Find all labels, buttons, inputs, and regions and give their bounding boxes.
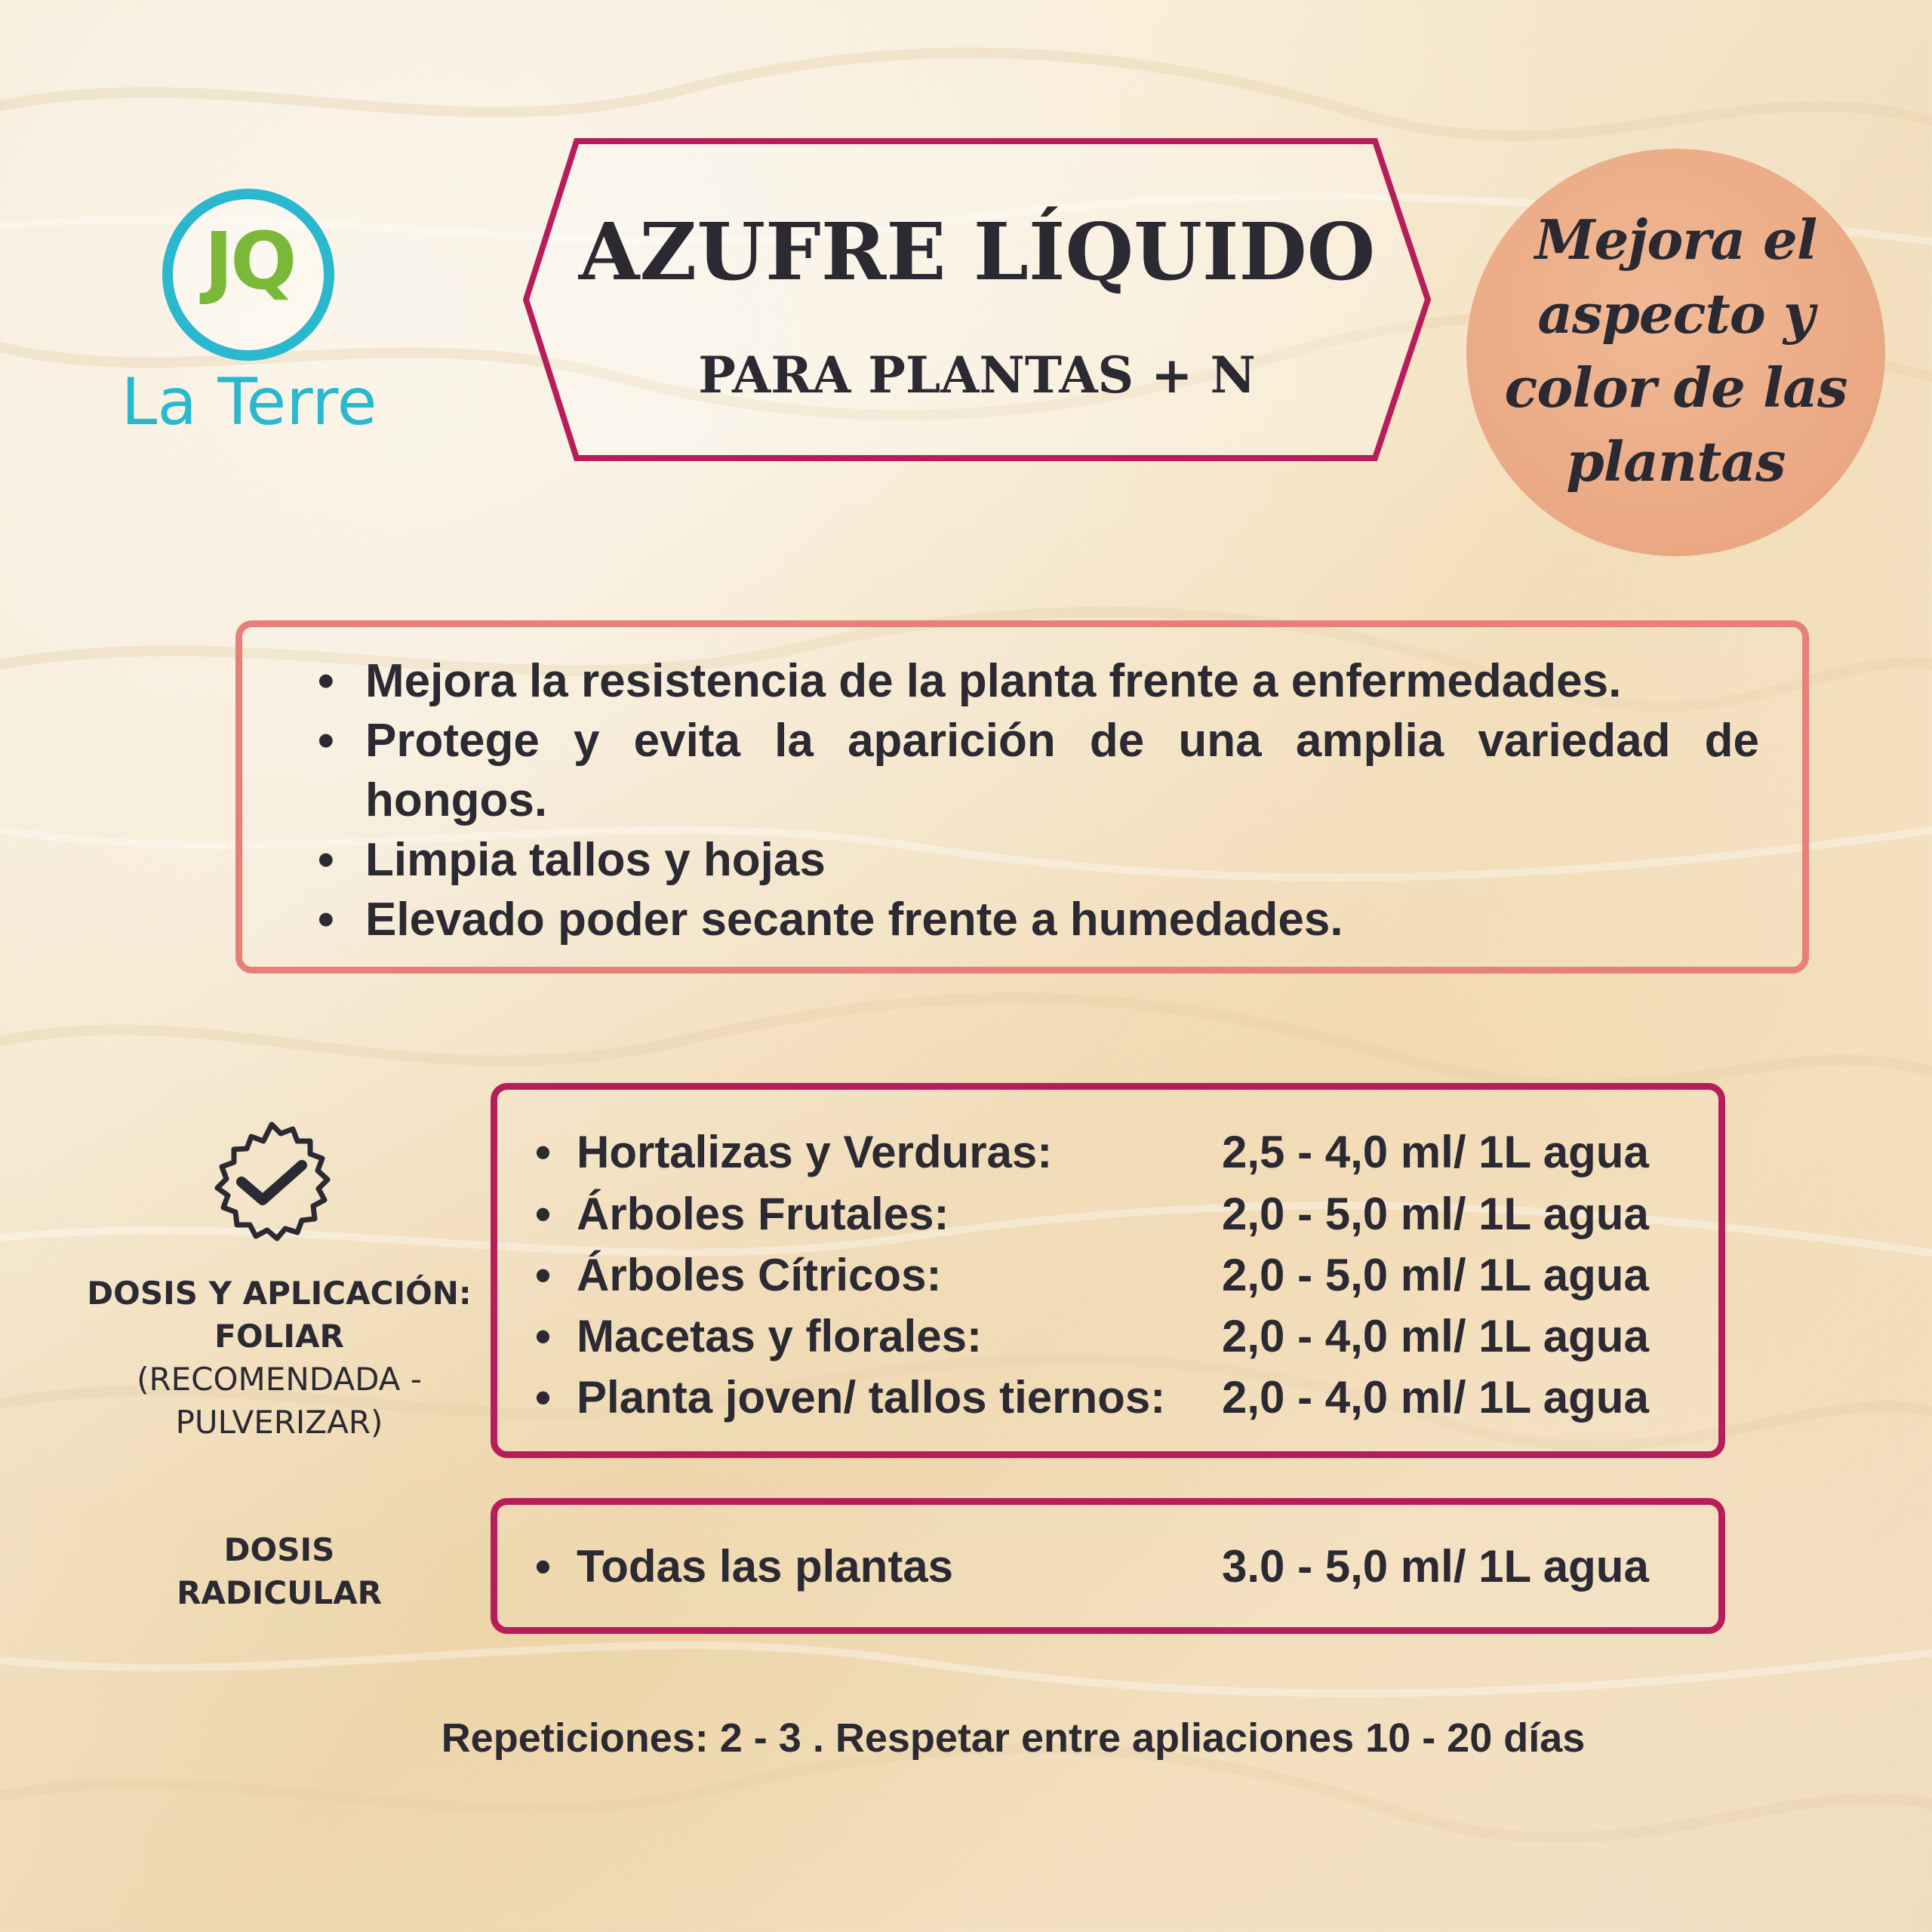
badge-text: Mejora el aspecto y color de las plantas xyxy=(1504,208,1847,494)
dose-value: 2,0 - 4,0 ml/ 1L agua xyxy=(1222,1311,1649,1361)
dose-value: 2,0 - 4,0 ml/ 1L agua xyxy=(1222,1372,1649,1423)
benefit-item: • Mejora la resistencia de la planta frente a enfermedades. xyxy=(242,651,1816,711)
benefit-item: • Elevado poder secante frente a humedades. xyxy=(242,890,1816,949)
foliar-label-line: (RECOMENDADA - xyxy=(137,1361,422,1398)
product-title: AZUFRE LÍQUIDO xyxy=(578,205,1376,298)
dose-value: 2,5 - 4,0 ml/ 1L agua xyxy=(1222,1127,1649,1177)
crop-name: Planta joven/ tallos tiernos: xyxy=(577,1372,1166,1423)
brand-logo xyxy=(106,189,392,445)
dosage-row: • Árboles Frutales: 2,0 - 5,0 ml/ 1L agua xyxy=(497,1184,1732,1244)
radicular-label-line: DOSIS xyxy=(223,1531,335,1568)
crop-name: Macetas y florales: xyxy=(577,1311,982,1361)
foliar-label-line: DOSIS Y APLICACIÓN: xyxy=(87,1275,472,1312)
dosage-row: • Hortalizas y Verduras: 2,5 - 4,0 ml/ 1L agua xyxy=(497,1122,1732,1183)
logo-monogram: JQ xyxy=(204,215,294,307)
radicular-label-line: RADICULAR xyxy=(177,1574,382,1611)
dose-value: 2,0 - 5,0 ml/ 1L agua xyxy=(1222,1250,1649,1300)
product-subtitle: PARA PLANTAS + N xyxy=(698,346,1256,405)
title-banner xyxy=(522,137,1432,462)
dose-value: 2,0 - 5,0 ml/ 1L agua xyxy=(1222,1189,1649,1239)
foliar-dosage-box xyxy=(491,1083,1725,1458)
dose-value: 3.0 - 5,0 ml/ 1L agua xyxy=(1222,1541,1649,1592)
check-seal-icon xyxy=(204,1118,340,1254)
repetitions-note: Repeticiones: 2 - 3 . Respetar entre apliaciones 10 - 20 días xyxy=(441,1715,1586,1761)
crop-name: Hortalizas y Verduras: xyxy=(577,1127,1053,1177)
crop-name: Todas las plantas xyxy=(577,1541,954,1592)
radicular-dosage-label xyxy=(128,1528,430,1614)
crop-name: Árboles Cítricos: xyxy=(577,1250,942,1300)
dosage-row: • Árboles Cítricos: 2,0 - 5,0 ml/ 1L agua xyxy=(497,1245,1732,1306)
benefit-item: • Limpia tallos y hojas xyxy=(242,830,1816,890)
dosage-row: • Planta joven/ tallos tiernos: 2,0 - 4,0 ml/ 1L agua xyxy=(497,1367,1732,1428)
logo-wordmark: La Terre xyxy=(121,365,377,440)
benefit-badge xyxy=(1466,149,1885,556)
dosage-row: • Todas las plantas 3.0 - 5,0 ml/ 1L agua xyxy=(497,1537,1732,1597)
radicular-dosage-box xyxy=(491,1498,1725,1634)
benefits-list xyxy=(242,651,1816,949)
dosage-row: • Macetas y florales: 2,0 - 4,0 ml/ 1L agua xyxy=(497,1306,1732,1367)
crop-name: Árboles Frutales: xyxy=(577,1189,949,1239)
foliar-dosage-label xyxy=(83,1272,475,1444)
hexagon-frame xyxy=(522,137,1432,462)
benefits-box xyxy=(235,620,1809,974)
benefit-item: • Protege y evita la aparición de una amplia variedad de hongos. xyxy=(242,711,1816,830)
foliar-label-line: PULVERIZAR) xyxy=(175,1404,383,1441)
foliar-label-line: FOLIAR xyxy=(214,1318,344,1355)
